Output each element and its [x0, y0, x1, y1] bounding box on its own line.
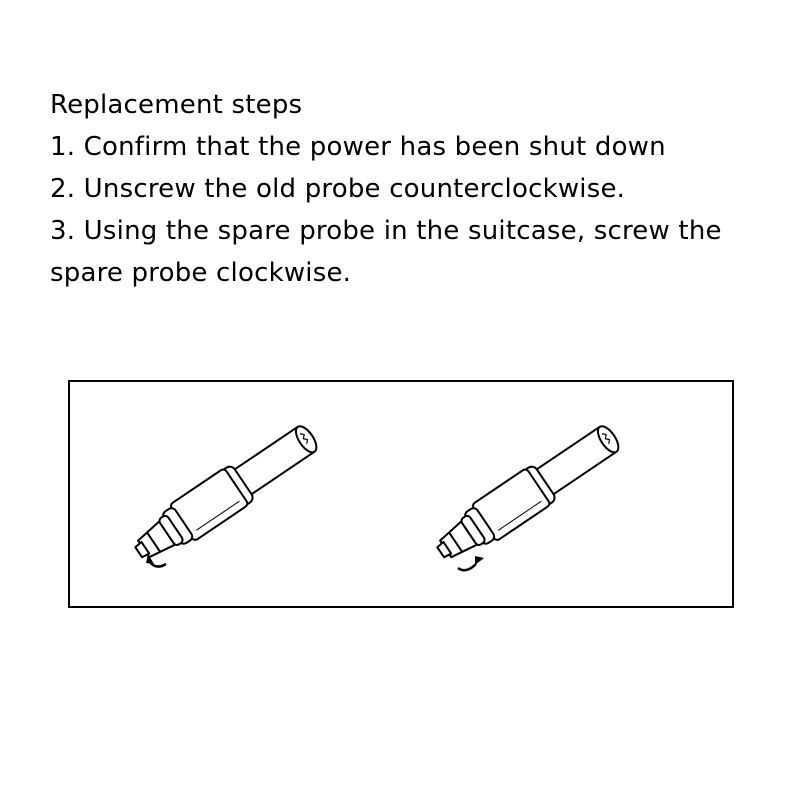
probe-clockwise-icon — [428, 417, 626, 570]
step-2: 2. Unscrew the old probe counterclockwise. — [50, 174, 626, 204]
step-3-continuation: spare probe clockwise. — [50, 258, 352, 288]
step-1: 1. Confirm that the power has been shut down — [50, 132, 666, 162]
step-3: 3. Using the spare probe in the suitcase, screw the — [50, 216, 722, 246]
heading: Replacement steps — [50, 90, 303, 120]
probe-counterclockwise-icon — [126, 417, 324, 570]
instructions — [50, 84, 780, 294]
illustration-box — [68, 380, 734, 608]
